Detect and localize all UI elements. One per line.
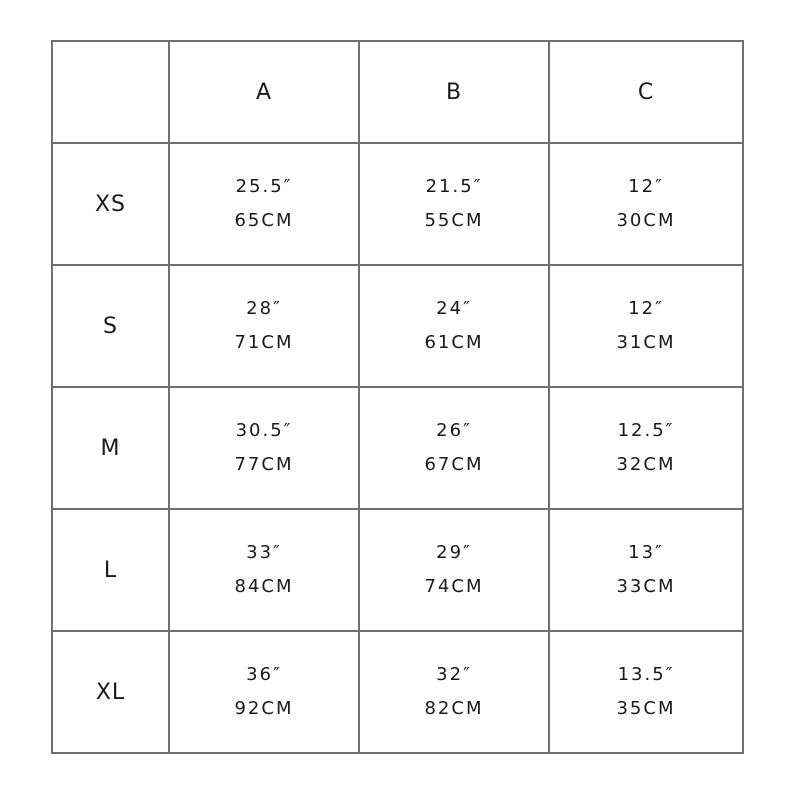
inches-value: 29″ [436, 542, 472, 563]
measurement-cell [169, 387, 359, 509]
corner-cell [52, 41, 169, 143]
measurement-cell [549, 143, 743, 265]
measurement-cell [549, 387, 743, 509]
measurement-cell [549, 509, 743, 631]
inches-value: 25.5″ [235, 176, 293, 197]
inches-value: 12″ [628, 176, 664, 197]
size-label-m: M [52, 387, 169, 509]
header-row [52, 41, 743, 143]
column-header-b: B [359, 41, 549, 143]
inches-value: 33″ [246, 542, 282, 563]
cm-value: 77CM [234, 454, 294, 475]
table-row [52, 631, 743, 753]
inches-value: 24″ [436, 298, 472, 319]
size-label-s: S [52, 265, 169, 387]
table-row [52, 509, 743, 631]
inches-value: 28″ [246, 298, 282, 319]
column-header-c: C [549, 41, 743, 143]
cm-value: 74CM [424, 576, 484, 597]
table-row [52, 143, 743, 265]
size-chart-table [51, 40, 744, 754]
cm-value: 71CM [234, 332, 294, 353]
cm-value: 82CM [424, 698, 484, 719]
table-row [52, 387, 743, 509]
cm-value: 55CM [424, 210, 484, 231]
inches-value: 13.5″ [617, 664, 675, 685]
inches-value: 30.5″ [235, 420, 293, 441]
column-header-a: A [169, 41, 359, 143]
cm-value: 33CM [616, 576, 676, 597]
measurement-cell [359, 509, 549, 631]
inches-value: 13″ [628, 542, 664, 563]
measurement-cell [169, 631, 359, 753]
inches-value: 36″ [246, 664, 282, 685]
measurement-cell [359, 631, 549, 753]
inches-value: 26″ [436, 420, 472, 441]
cm-value: 32CM [616, 454, 676, 475]
measurement-cell [169, 509, 359, 631]
measurement-cell [359, 265, 549, 387]
inches-value: 12.5″ [617, 420, 675, 441]
inches-value: 21.5″ [425, 176, 483, 197]
inches-value: 12″ [628, 298, 664, 319]
cm-value: 30CM [616, 210, 676, 231]
measurement-cell [549, 265, 743, 387]
measurement-cell [169, 265, 359, 387]
measurement-cell [169, 143, 359, 265]
size-label-l: L [52, 509, 169, 631]
table-row [52, 265, 743, 387]
measurement-cell [359, 387, 549, 509]
size-label-xl: XL [52, 631, 169, 753]
cm-value: 65CM [234, 210, 294, 231]
cm-value: 84CM [234, 576, 294, 597]
cm-value: 35CM [616, 698, 676, 719]
cm-value: 61CM [424, 332, 484, 353]
measurement-cell [549, 631, 743, 753]
size-label-xs: XS [52, 143, 169, 265]
measurement-cell [359, 143, 549, 265]
inches-value: 32″ [436, 664, 472, 685]
cm-value: 92CM [234, 698, 294, 719]
cm-value: 67CM [424, 454, 484, 475]
cm-value: 31CM [616, 332, 676, 353]
